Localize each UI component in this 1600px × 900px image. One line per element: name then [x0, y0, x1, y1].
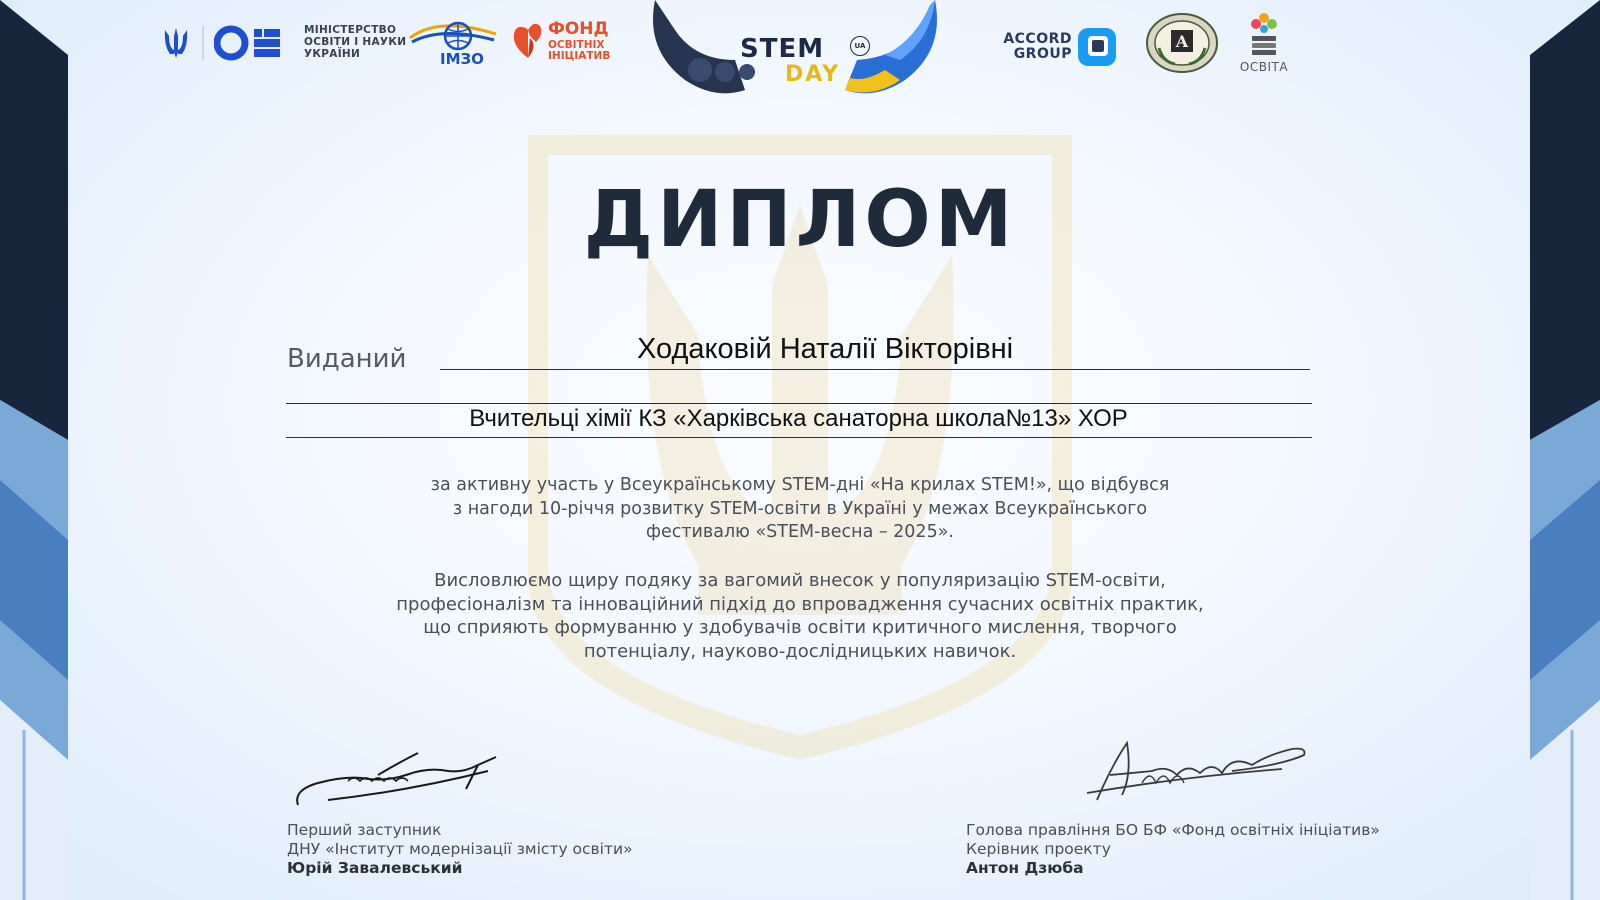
right-signatory-title: Голова правління БО БФ «Фонд освітніх ініціатив» [966, 821, 1380, 839]
globe-icon [408, 20, 498, 52]
paragraph-line: фестивалю «STEM-весна – 2025». [646, 522, 954, 542]
right-decor-band [1520, 0, 1600, 900]
right-signatory [966, 821, 1466, 878]
participation-paragraph [280, 474, 1320, 545]
left-signatory [287, 821, 707, 878]
paragraph-line: потенціалу, науково-дослідницьких навичок. [583, 640, 1017, 662]
seal-emblem-icon [1145, 12, 1219, 74]
position-bottom-line [286, 437, 1312, 438]
stem-text: STEM [740, 34, 825, 64]
left-signatory-org: ДНУ «Інститут модернізації змісту освіти» [287, 840, 633, 858]
fond-subtitle-line: ІНІЦІАТИВ [548, 50, 611, 62]
paragraph-line: з нагоди 10-річчя розвитку STEM-освіти в Україні у межах Всеукраїнського [452, 498, 1148, 519]
ua-badge: UA [850, 36, 870, 56]
imzo-logo [408, 20, 498, 68]
issued-label: Виданий [287, 344, 407, 374]
ministry-text-line: ОСВІТИ І НАУКИ [304, 36, 407, 48]
left-signatory-name: Юрій Завалевський [287, 859, 463, 877]
left-signature-image [288, 745, 513, 815]
fond-logo [512, 19, 611, 64]
left-signatory-title: Перший заступник [287, 821, 442, 839]
day-text: DAY [785, 62, 841, 87]
rounded-square-icon [1076, 26, 1118, 68]
mon-mark-icon [214, 25, 286, 61]
fond-title: ФОНД [548, 19, 609, 39]
paragraph-line: що сприяють формуванню у здобувачів освіти критичного мислення, творчого [423, 617, 1177, 638]
recipient-name: Ходаковій Наталії Вікторівні [636, 333, 1014, 365]
trident-icon [162, 26, 190, 60]
accord-text-line: GROUP [1013, 46, 1072, 62]
ministry-text-line: МІНІСТЕРСТВО [304, 24, 397, 36]
flower-book-icon [1234, 10, 1294, 60]
osvita-logo [1234, 10, 1294, 74]
ministry-text-line: УКРАЇНИ [304, 48, 361, 60]
right-signature-image [1082, 735, 1312, 810]
fond-subtitle-line: ОСВІТНІХ [548, 39, 605, 51]
stemday-logo [645, 0, 945, 104]
gratitude-paragraph [280, 569, 1320, 663]
paragraph-line: за активну участь у Всеукраїнському STEM-дні «На крилах STEM!», що відбувся [430, 475, 1170, 495]
right-signatory-name: Антон Дзюба [966, 859, 1084, 877]
position-top-line [286, 403, 1312, 404]
recipient-underline [440, 369, 1310, 370]
paragraph-line: професіоналізм та інноваційний підхід до впровадження сучасних освітніх практик, [396, 593, 1204, 615]
right-signatory-role: Керівник проекту [966, 840, 1111, 858]
accord-text-line: ACCORD [1003, 31, 1072, 47]
paragraph-line: Висловлюємо щиру подяку за вагомий внесок у популяризацію STEM-освіти, [434, 570, 1166, 591]
heart-icon [512, 20, 544, 60]
left-decor-band [0, 0, 80, 900]
partner-logos [150, 0, 1320, 110]
osvita-text: ОСВІТА [1239, 60, 1289, 74]
seal-letter: A [1175, 32, 1189, 51]
recipient-position: Вчительці хімії КЗ «Харківська санаторна школа№13» ХОР [469, 405, 1128, 432]
seal-logo [1145, 12, 1219, 78]
imzo-text: ІМЗО [440, 50, 484, 68]
diploma-title: ДИПЛОМ [583, 175, 1017, 265]
